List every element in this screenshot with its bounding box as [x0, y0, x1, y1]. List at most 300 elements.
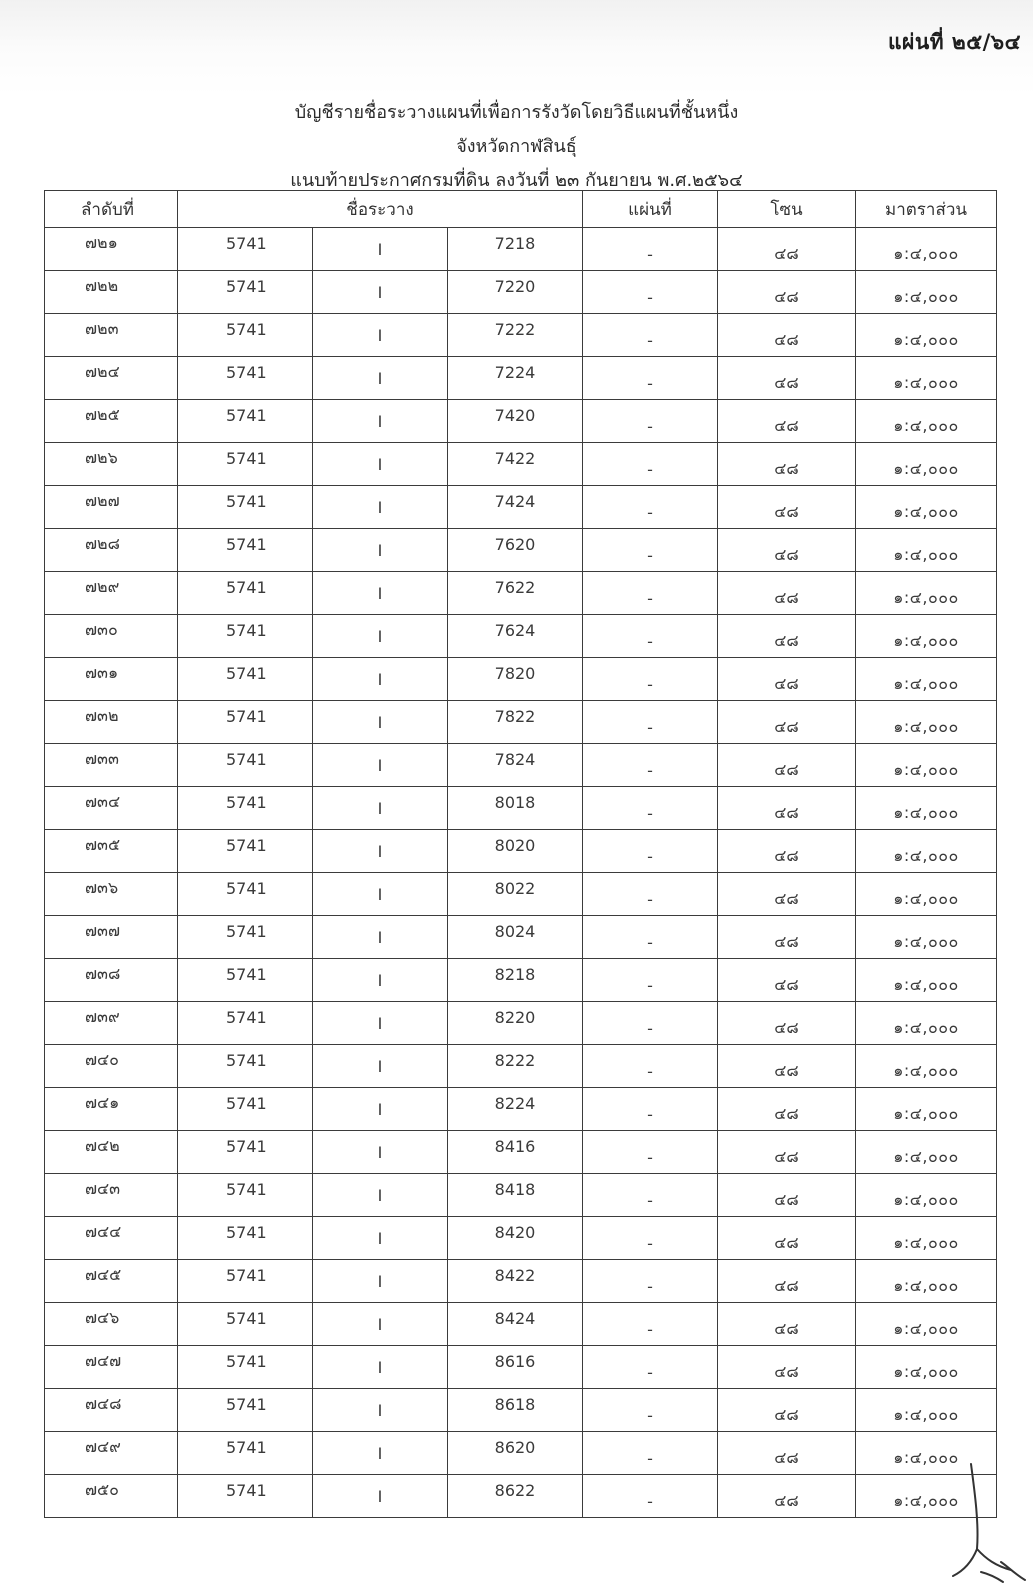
cell-sheet-text: -	[647, 975, 653, 995]
cell-seq	[45, 1260, 178, 1303]
cell-seq	[45, 959, 178, 1002]
table-row	[45, 529, 997, 572]
cell-scale	[856, 1260, 997, 1303]
cell-sheet	[583, 787, 718, 830]
cell-name-part1	[178, 1432, 313, 1475]
cell-sheet-text: -	[647, 1405, 653, 1425]
table-row	[45, 916, 997, 959]
cell-sheet	[583, 1346, 718, 1389]
cell-zone-text: ๔๘	[774, 372, 799, 392]
cell-name-part2	[313, 1217, 448, 1260]
cell-zone-text: ๔๘	[774, 1189, 799, 1209]
cell-seq-text: ๗๒๓	[85, 318, 119, 338]
cell-sheet	[583, 830, 718, 873]
cell-seq-text: ๗๒๙	[85, 576, 120, 596]
cell-name-part2-text: I	[377, 841, 383, 861]
cell-scale	[856, 1088, 997, 1131]
cell-name-part3-text: 8422	[494, 1265, 536, 1285]
cell-name-part3-text: 8416	[494, 1136, 536, 1156]
cell-name-part1	[178, 1346, 313, 1389]
cell-zone-text: ๔๘	[774, 1361, 799, 1381]
cell-sheet	[583, 228, 718, 271]
cell-scale	[856, 228, 997, 271]
cell-name-part3-text: 8224	[494, 1093, 536, 1113]
cell-name-part1-text: 5741	[226, 1437, 267, 1457]
table-row	[45, 1002, 997, 1045]
cell-name-part1	[178, 744, 313, 787]
cell-name-part2	[313, 658, 448, 701]
cell-zone	[718, 1389, 856, 1432]
cell-seq-text: ๗๔๕	[85, 1264, 122, 1284]
cell-name-part3	[448, 701, 583, 744]
cell-scale-text: ๑:๔,๐๐๐	[893, 1404, 959, 1424]
cell-scale-text: ๑:๔,๐๐๐	[893, 673, 959, 693]
cell-name-part1-text: 5741	[226, 233, 267, 253]
cell-sheet	[583, 1088, 718, 1131]
cell-zone-text: ๔๘	[774, 1318, 799, 1338]
cell-scale	[856, 400, 997, 443]
cell-zone-text: ๔๘	[774, 544, 799, 564]
map-sheet-table	[44, 190, 997, 1518]
cell-zone	[718, 486, 856, 529]
cell-name-part1	[178, 1389, 313, 1432]
cell-scale-text: ๑:๔,๐๐๐	[893, 372, 959, 392]
cell-seq-text: ๗๒๑	[85, 232, 118, 252]
cell-seq-text: ๗๔๑	[85, 1092, 120, 1112]
cell-name-part2	[313, 916, 448, 959]
cell-seq	[45, 357, 178, 400]
cell-name-part1-text: 5741	[226, 835, 267, 855]
cell-sheet	[583, 1475, 718, 1518]
cell-sheet-text: -	[647, 330, 653, 350]
cell-name-part1	[178, 486, 313, 529]
cell-zone	[718, 1131, 856, 1174]
cell-scale-text: ๑:๔,๐๐๐	[893, 1103, 959, 1123]
cell-name-part1	[178, 357, 313, 400]
cell-sheet	[583, 400, 718, 443]
cell-sheet	[583, 701, 718, 744]
cell-name-part1-text: 5741	[226, 749, 267, 769]
cell-name-part1-text: 5741	[226, 577, 267, 597]
cell-seq-text: ๗๔๗	[85, 1350, 122, 1370]
cell-name-part2	[313, 1088, 448, 1131]
table-row	[45, 959, 997, 1002]
cell-name-part1	[178, 1260, 313, 1303]
cell-name-part2-text: I	[377, 1099, 383, 1119]
cell-name-part1-text: 5741	[226, 1050, 267, 1070]
cell-seq	[45, 873, 178, 916]
cell-name-part2-text: I	[377, 1400, 383, 1420]
table-row	[45, 357, 997, 400]
cell-name-part2-text: I	[377, 282, 383, 302]
cell-zone	[718, 1045, 856, 1088]
cell-name-part1-text: 5741	[226, 964, 267, 984]
cell-name-part3	[448, 1475, 583, 1518]
cell-name-part3	[448, 787, 583, 830]
cell-zone	[718, 615, 856, 658]
cell-sheet	[583, 529, 718, 572]
cell-name-part2	[313, 1389, 448, 1432]
cell-sheet	[583, 1217, 718, 1260]
cell-seq	[45, 615, 178, 658]
cell-seq-text: ๗๔๐	[85, 1049, 119, 1069]
table-row	[45, 744, 997, 787]
cell-seq	[45, 1475, 178, 1518]
cell-sheet	[583, 443, 718, 486]
table-row	[45, 658, 997, 701]
cell-name-part2	[313, 400, 448, 443]
cell-name-part2	[313, 1045, 448, 1088]
cell-zone	[718, 658, 856, 701]
cell-scale-text: ๑:๔,๐๐๐	[893, 1060, 959, 1080]
cell-scale	[856, 314, 997, 357]
cell-name-part1-text: 5741	[226, 319, 267, 339]
table-row	[45, 572, 997, 615]
cell-name-part2-text: I	[377, 669, 383, 689]
cell-zone-text: ๔๘	[774, 286, 799, 306]
cell-scale-text: ๑:๔,๐๐๐	[893, 1447, 959, 1467]
cell-zone-text: ๔๘	[774, 630, 799, 650]
cell-zone	[718, 1217, 856, 1260]
cell-seq	[45, 529, 178, 572]
cell-name-part1	[178, 615, 313, 658]
table-header-row	[45, 191, 997, 228]
header-name: ชื่อระวาง	[178, 191, 583, 228]
cell-scale	[856, 443, 997, 486]
cell-name-part3	[448, 1045, 583, 1088]
cell-zone-text: ๔๘	[774, 1404, 799, 1424]
cell-scale-text: ๑:๔,๐๐๐	[893, 716, 959, 736]
cell-zone-text: ๔๘	[774, 458, 799, 478]
cell-name-part2-text: I	[377, 540, 383, 560]
cell-name-part3-text: 7620	[494, 534, 536, 554]
cell-sheet-text: -	[647, 674, 653, 694]
cell-zone-text: ๔๘	[774, 1275, 799, 1295]
cell-zone-text: ๔๘	[774, 415, 799, 435]
cell-scale-text: ๑:๔,๐๐๐	[893, 1318, 959, 1338]
table-row	[45, 1217, 997, 1260]
cell-seq-text: ๗๓๔	[85, 791, 121, 811]
cell-name-part3	[448, 744, 583, 787]
table-row	[45, 701, 997, 744]
cell-zone	[718, 830, 856, 873]
cell-sheet	[583, 1389, 718, 1432]
cell-name-part1-text: 5741	[226, 1222, 267, 1242]
cell-scale	[856, 1002, 997, 1045]
cell-zone	[718, 1260, 856, 1303]
cell-name-part1-text: 5741	[226, 921, 267, 941]
cell-name-part3	[448, 1174, 583, 1217]
cell-seq	[45, 486, 178, 529]
cell-zone-text: ๔๘	[774, 1017, 799, 1037]
cell-name-part2	[313, 701, 448, 744]
cell-name-part2-text: I	[377, 454, 383, 474]
cell-seq-text: ๗๔๓	[85, 1178, 121, 1198]
table-row	[45, 1346, 997, 1389]
cell-seq	[45, 1088, 178, 1131]
cell-zone-text: ๔๘	[774, 1490, 799, 1510]
cell-name-part2	[313, 357, 448, 400]
cell-name-part2-text: I	[377, 626, 383, 646]
cell-scale	[856, 959, 997, 1002]
cell-name-part3	[448, 357, 583, 400]
cell-scale	[856, 357, 997, 400]
cell-name-part1	[178, 658, 313, 701]
cell-name-part3-text: 7220	[494, 276, 536, 296]
cell-name-part3-text: 7824	[494, 749, 536, 769]
cell-scale-text: ๑:๔,๐๐๐	[893, 759, 959, 779]
cell-name-part3-text: 8622	[494, 1480, 536, 1500]
cell-name-part3	[448, 486, 583, 529]
cell-name-part1	[178, 1131, 313, 1174]
cell-name-part3-text: 7424	[494, 491, 536, 511]
cell-name-part1-text: 5741	[226, 663, 267, 683]
cell-name-part3	[448, 1346, 583, 1389]
cell-name-part3-text: 7422	[494, 448, 536, 468]
cell-name-part1-text: 5741	[226, 706, 267, 726]
cell-name-part2-text: I	[377, 1314, 383, 1334]
cell-seq	[45, 658, 178, 701]
cell-seq	[45, 830, 178, 873]
cell-zone	[718, 357, 856, 400]
table-row	[45, 1432, 997, 1475]
cell-name-part2-text: I	[377, 712, 383, 732]
table-row	[45, 1131, 997, 1174]
document-title: บัญชีรายชื่อระวางแผนที่เพื่อการรังวัดโดยวิธีแผนที่ชั้นหนึ่ง	[294, 102, 739, 123]
cell-zone-text: ๔๘	[774, 716, 799, 736]
cell-scale	[856, 830, 997, 873]
cell-zone-text: ๔๘	[774, 587, 799, 607]
cell-seq-text: ๗๓๒	[85, 705, 119, 725]
cell-name-part2-text: I	[377, 1013, 383, 1033]
cell-name-part3-text: 8616	[494, 1351, 536, 1371]
cell-scale	[856, 529, 997, 572]
table-row	[45, 1389, 997, 1432]
cell-name-part2-text: I	[377, 1056, 383, 1076]
cell-sheet	[583, 1045, 718, 1088]
cell-name-part2	[313, 1174, 448, 1217]
cell-name-part1-text: 5741	[226, 1093, 267, 1113]
cell-name-part1	[178, 443, 313, 486]
cell-zone	[718, 400, 856, 443]
cell-sheet	[583, 486, 718, 529]
cell-name-part3-text: 7822	[494, 706, 536, 726]
cell-seq-text: ๗๔๔	[85, 1221, 122, 1241]
cell-sheet-text: -	[647, 1104, 653, 1124]
cell-zone-text: ๔๘	[774, 673, 799, 693]
cell-seq-text: ๗๓๑	[85, 662, 119, 682]
cell-seq-text: ๗๓๖	[85, 877, 119, 897]
cell-name-part3	[448, 228, 583, 271]
cell-seq	[45, 314, 178, 357]
table-row	[45, 400, 997, 443]
cell-seq-text: ๗๓๓	[85, 748, 119, 768]
cell-seq	[45, 271, 178, 314]
cell-seq	[45, 400, 178, 443]
cell-name-part1	[178, 959, 313, 1002]
table-row	[45, 228, 997, 271]
cell-name-part3	[448, 1389, 583, 1432]
cell-name-part1-text: 5741	[226, 1308, 267, 1328]
cell-seq	[45, 1346, 178, 1389]
cell-zone	[718, 1088, 856, 1131]
cell-name-part2	[313, 1002, 448, 1045]
cell-zone-text: ๔๘	[774, 802, 799, 822]
cell-name-part3-text: 8418	[494, 1179, 536, 1199]
cell-seq	[45, 1131, 178, 1174]
cell-name-part2-text: I	[377, 1271, 383, 1291]
cell-name-part3-text: 8424	[494, 1308, 536, 1328]
cell-seq	[45, 916, 178, 959]
cell-name-part1-text: 5741	[226, 1394, 267, 1414]
cell-seq-text: ๗๒๔	[85, 361, 120, 381]
cell-scale	[856, 1131, 997, 1174]
cell-name-part1-text: 5741	[226, 1007, 267, 1027]
cell-name-part1-text: 5741	[226, 620, 267, 640]
cell-name-part3-text: 7420	[494, 405, 536, 425]
cell-scale-text: ๑:๔,๐๐๐	[893, 845, 959, 865]
cell-name-part3	[448, 314, 583, 357]
cell-name-part1-text: 5741	[226, 878, 267, 898]
cell-name-part3	[448, 873, 583, 916]
cell-seq	[45, 1174, 178, 1217]
cell-scale	[856, 1303, 997, 1346]
cell-scale-text: ๑:๔,๐๐๐	[893, 286, 959, 306]
cell-name-part2-text: I	[377, 927, 383, 947]
cell-scale-text: ๑:๔,๐๐๐	[893, 1146, 959, 1166]
cell-name-part1	[178, 830, 313, 873]
cell-name-part3-text: 8024	[494, 921, 536, 941]
cell-name-part1	[178, 314, 313, 357]
cell-sheet-text: -	[647, 287, 653, 307]
cell-name-part3	[448, 1260, 583, 1303]
cell-seq	[45, 572, 178, 615]
table-row	[45, 615, 997, 658]
cell-name-part2	[313, 271, 448, 314]
cell-name-part1	[178, 916, 313, 959]
cell-name-part2-text: I	[377, 1185, 383, 1205]
cell-sheet	[583, 271, 718, 314]
cell-sheet	[583, 1002, 718, 1045]
cell-name-part3-text: 8620	[494, 1437, 536, 1457]
cell-sheet-text: -	[647, 545, 653, 565]
cell-zone-text: ๔๘	[774, 1103, 799, 1123]
cell-sheet	[583, 615, 718, 658]
cell-name-part1	[178, 1174, 313, 1217]
cell-seq-text: ๗๒๗	[85, 490, 120, 510]
cell-zone	[718, 314, 856, 357]
cell-sheet	[583, 314, 718, 357]
cell-zone-text: ๔๘	[774, 931, 799, 951]
cell-name-part3-text: 8022	[494, 878, 536, 898]
cell-name-part2-text: I	[377, 884, 383, 904]
table-row	[45, 873, 997, 916]
cell-name-part3	[448, 1002, 583, 1045]
cell-seq	[45, 1389, 178, 1432]
cell-zone	[718, 228, 856, 271]
cell-name-part2-text: I	[377, 368, 383, 388]
cell-name-part1-text: 5741	[226, 362, 267, 382]
cell-seq	[45, 1303, 178, 1346]
cell-scale-text: ๑:๔,๐๐๐	[893, 802, 959, 822]
cell-name-part1-text: 5741	[226, 792, 267, 812]
cell-name-part3	[448, 916, 583, 959]
cell-name-part2	[313, 486, 448, 529]
header-seq: ลำดับที่	[45, 191, 178, 228]
cell-seq-text: ๗๓๘	[85, 963, 121, 983]
cell-sheet	[583, 916, 718, 959]
cell-seq-text: ๗๒๒	[85, 275, 119, 295]
cell-scale-text: ๑:๔,๐๐๐	[893, 974, 959, 994]
cell-zone-text: ๔๘	[774, 974, 799, 994]
cell-sheet	[583, 1260, 718, 1303]
cell-zone	[718, 1432, 856, 1475]
cell-sheet-text: -	[647, 1018, 653, 1038]
cell-scale-text: ๑:๔,๐๐๐	[893, 1490, 959, 1510]
cell-seq	[45, 1045, 178, 1088]
cell-scale	[856, 1389, 997, 1432]
cell-sheet-text: -	[647, 717, 653, 737]
cell-seq-text: ๗๔๖	[85, 1307, 120, 1327]
cell-name-part2	[313, 1303, 448, 1346]
cell-scale-text: ๑:๔,๐๐๐	[893, 630, 959, 650]
cell-name-part2	[313, 787, 448, 830]
cell-name-part1-text: 5741	[226, 1265, 267, 1285]
cell-name-part2	[313, 529, 448, 572]
cell-name-part3-text: 8222	[494, 1050, 536, 1070]
cell-sheet	[583, 357, 718, 400]
cell-name-part2	[313, 443, 448, 486]
cell-name-part3-text: 8218	[494, 964, 536, 984]
cell-sheet-text: -	[647, 459, 653, 479]
cell-sheet-text: -	[647, 502, 653, 522]
cell-sheet	[583, 873, 718, 916]
cell-name-part2	[313, 873, 448, 916]
cell-name-part1-text: 5741	[226, 448, 267, 468]
cell-name-part2	[313, 1475, 448, 1518]
cell-scale-text: ๑:๔,๐๐๐	[893, 1017, 959, 1037]
cell-sheet-text: -	[647, 803, 653, 823]
cell-zone-text: ๔๘	[774, 1060, 799, 1080]
cell-name-part1	[178, 1045, 313, 1088]
cell-name-part2-text: I	[377, 497, 383, 517]
cell-zone	[718, 959, 856, 1002]
cell-zone	[718, 1002, 856, 1045]
cell-scale	[856, 271, 997, 314]
cell-scale-text: ๑:๔,๐๐๐	[893, 544, 959, 564]
table-row	[45, 1260, 997, 1303]
cell-name-part2-text: I	[377, 411, 383, 431]
cell-sheet-text: -	[647, 244, 653, 264]
cell-sheet-text: -	[647, 373, 653, 393]
cell-zone-text: ๔๘	[774, 845, 799, 865]
cell-zone-text: ๔๘	[774, 888, 799, 908]
table-row	[45, 443, 997, 486]
cell-zone-text: ๔๘	[774, 1232, 799, 1252]
cell-name-part1	[178, 572, 313, 615]
table-row	[45, 271, 997, 314]
cell-name-part3	[448, 271, 583, 314]
cell-zone	[718, 1303, 856, 1346]
cell-zone-text: ๔๘	[774, 329, 799, 349]
cell-scale-text: ๑:๔,๐๐๐	[893, 329, 959, 349]
cell-name-part1	[178, 400, 313, 443]
cell-zone	[718, 873, 856, 916]
cell-sheet-text: -	[647, 416, 653, 436]
cell-name-part1	[178, 1217, 313, 1260]
cell-scale-text: ๑:๔,๐๐๐	[893, 501, 959, 521]
cell-name-part3	[448, 529, 583, 572]
